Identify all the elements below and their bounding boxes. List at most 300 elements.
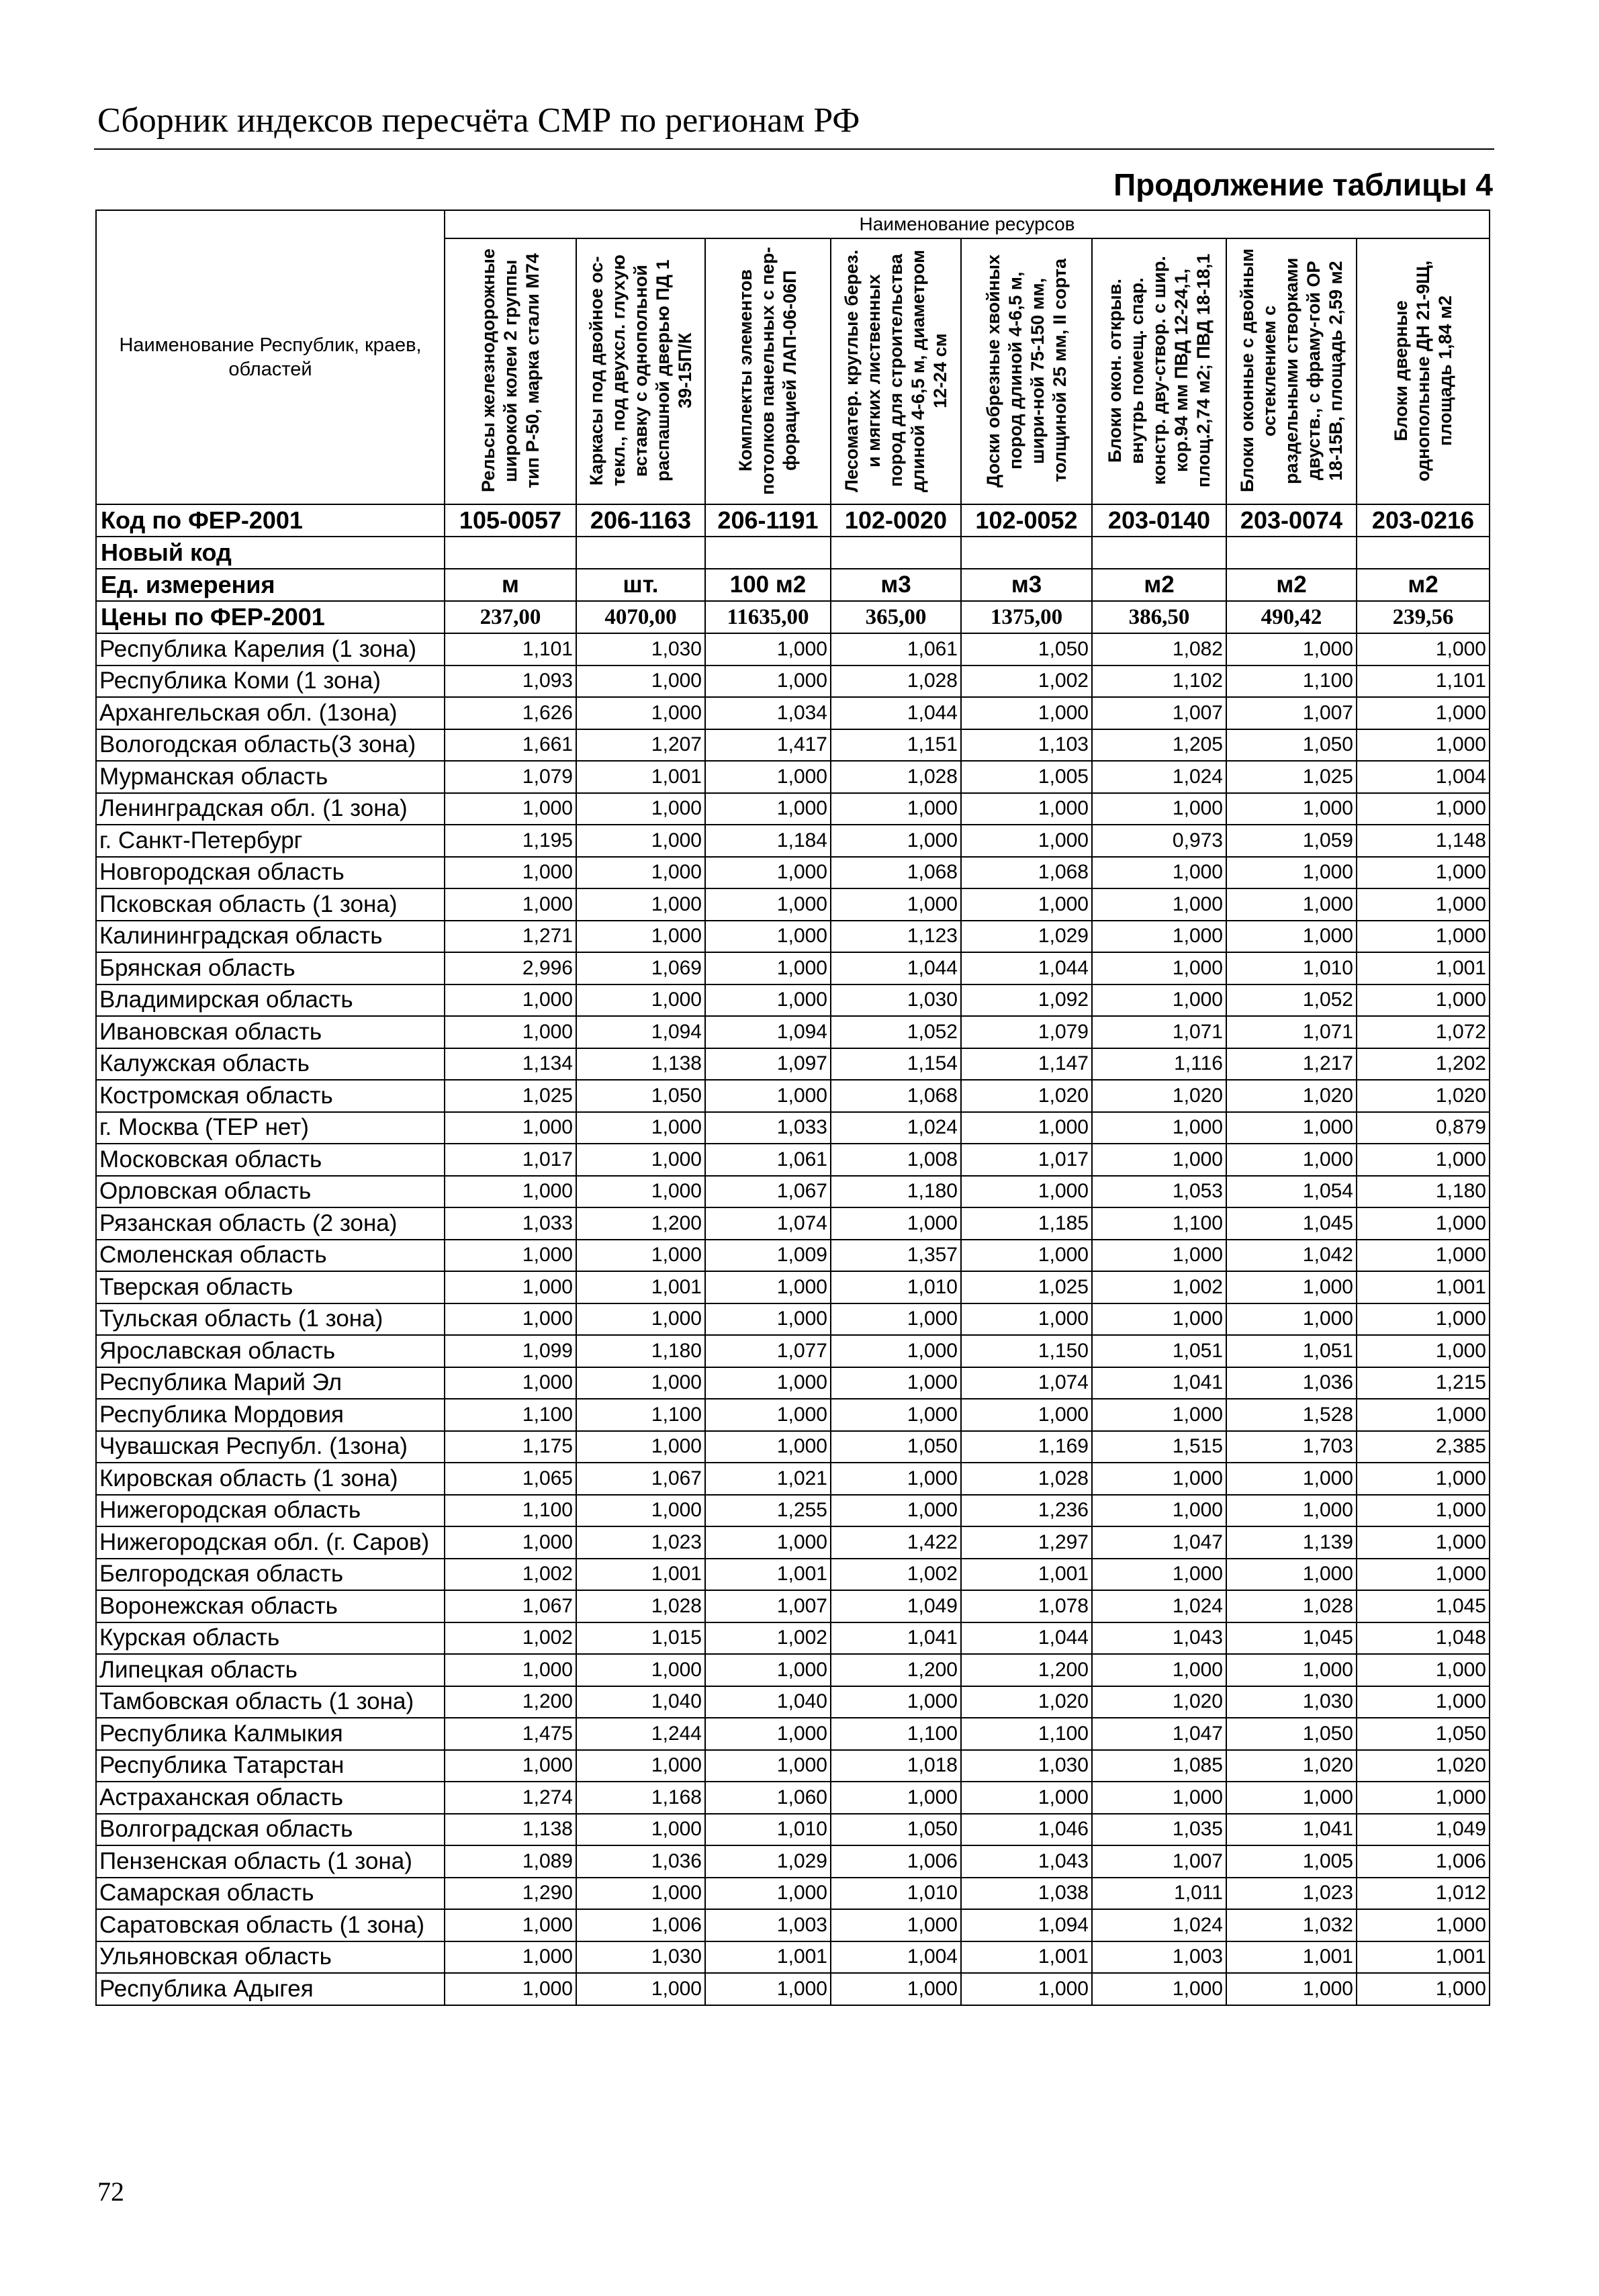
index-value: 1,000 xyxy=(1092,921,1226,953)
index-value: 1,000 xyxy=(831,1909,961,1941)
index-value: 1,050 xyxy=(961,633,1092,665)
index-value: 1,024 xyxy=(831,1112,961,1144)
index-value: 1,028 xyxy=(831,665,961,698)
index-value: 1,030 xyxy=(576,633,705,665)
index-value: 1,000 xyxy=(1357,1909,1490,1941)
resource-name: Лесоматер. круглые берез. и мягких лиственных пород для строительства длиной 4-6,5 м, диаметром 12-24 см xyxy=(841,249,950,492)
index-value: 1,116 xyxy=(1092,1048,1226,1081)
table-row xyxy=(96,1048,1490,1081)
index-value: 1,244 xyxy=(576,1718,705,1750)
index-value: 1,200 xyxy=(576,1207,705,1240)
index-value: 1,000 xyxy=(576,1367,705,1399)
new-code-cell xyxy=(831,537,961,569)
index-value: 1,006 xyxy=(576,1909,705,1941)
region-name: Республика Адыгея xyxy=(96,1973,445,2005)
index-value: 1,001 xyxy=(961,1559,1092,1591)
index-value: 1,000 xyxy=(576,1144,705,1176)
index-value: 1,000 xyxy=(705,1718,831,1750)
index-value: 1,094 xyxy=(961,1909,1092,1941)
index-value: 1,041 xyxy=(1092,1367,1226,1399)
index-value: 1,000 xyxy=(1226,793,1357,825)
index-value: 1,078 xyxy=(961,1590,1092,1622)
resource-header-8 xyxy=(1357,238,1490,504)
region-name: Саратовская область (1 зона) xyxy=(96,1909,445,1941)
index-value: 1,000 xyxy=(831,1495,961,1527)
table-row xyxy=(96,793,1490,825)
index-value: 1,000 xyxy=(576,1431,705,1463)
index-value: 1,017 xyxy=(961,1144,1092,1176)
index-value: 1,138 xyxy=(576,1048,705,1081)
new-code-cell xyxy=(445,537,576,569)
index-value: 1,200 xyxy=(961,1654,1092,1686)
index-value: 1,000 xyxy=(1357,857,1490,889)
index-value: 1,000 xyxy=(961,825,1092,857)
index-value: 1,000 xyxy=(1357,1303,1490,1336)
index-value: 1,001 xyxy=(961,1941,1092,1974)
index-value: 1,010 xyxy=(831,1271,961,1303)
index-value: 1,053 xyxy=(1092,1176,1226,1208)
region-name: Костромская область xyxy=(96,1080,445,1112)
index-value: 1,103 xyxy=(961,729,1092,762)
index-value: 1,000 xyxy=(1226,857,1357,889)
index-value: 1,012 xyxy=(1357,1878,1490,1910)
resource-name: Блоки дверные однопольные ДН 21-9Щ, площадь 1,84 м2 xyxy=(1390,260,1455,481)
index-value: 1,020 xyxy=(1226,1080,1357,1112)
unit-label: Ед. измерения xyxy=(96,569,445,601)
table-body xyxy=(96,504,1490,2005)
table-row xyxy=(96,1399,1490,1431)
index-value: 1,001 xyxy=(1357,952,1490,984)
index-value: 1,001 xyxy=(705,1941,831,1974)
index-value: 1,002 xyxy=(445,1559,576,1591)
table-row xyxy=(96,1303,1490,1336)
index-value: 1,044 xyxy=(961,1622,1092,1655)
index-value: 1,000 xyxy=(576,1176,705,1208)
index-value: 1,001 xyxy=(1357,1271,1490,1303)
index-value: 1,000 xyxy=(705,921,831,953)
unit-row xyxy=(96,569,1490,601)
index-value: 1,151 xyxy=(831,729,961,762)
resource-name: Доски обрезные хвойных пород длиной 4-6,5 м, шири-ной 75-150 мм, толщиной 25 мм, II сорта xyxy=(983,254,1070,488)
index-value: 1,049 xyxy=(1357,1814,1490,1846)
index-value: 1,002 xyxy=(961,665,1092,698)
index-value: 1,000 xyxy=(445,1526,576,1559)
index-value: 1,068 xyxy=(961,857,1092,889)
region-name: Брянская область xyxy=(96,952,445,984)
index-value: 1,000 xyxy=(576,825,705,857)
index-value: 1,134 xyxy=(445,1048,576,1081)
resource-header-5 xyxy=(961,238,1092,504)
index-value: 1,044 xyxy=(961,952,1092,984)
table-row xyxy=(96,1016,1490,1048)
table-row xyxy=(96,1782,1490,1814)
region-name: Нижегородская область xyxy=(96,1495,445,1527)
index-value: 1,000 xyxy=(1226,633,1357,665)
index-value: 1,000 xyxy=(1357,1526,1490,1559)
index-value: 1,000 xyxy=(445,984,576,1017)
index-value: 1,000 xyxy=(1357,633,1490,665)
index-value: 1,147 xyxy=(961,1048,1092,1081)
index-value: 1,068 xyxy=(831,1080,961,1112)
index-value: 1,255 xyxy=(705,1495,831,1527)
new-code-cell xyxy=(705,537,831,569)
index-value: 1,000 xyxy=(1092,857,1226,889)
index-value: 1,020 xyxy=(1092,1686,1226,1718)
index-value: 1,000 xyxy=(1092,1654,1226,1686)
index-value: 1,000 xyxy=(576,1878,705,1910)
index-value: 1,046 xyxy=(961,1814,1092,1846)
index-value: 1,000 xyxy=(445,1973,576,2005)
region-name: Орловская область xyxy=(96,1176,445,1208)
index-value: 1,003 xyxy=(1092,1941,1226,1974)
index-value: 1,000 xyxy=(1226,1144,1357,1176)
table-row xyxy=(96,633,1490,665)
index-value: 1,148 xyxy=(1357,825,1490,857)
index-value: 1,007 xyxy=(705,1590,831,1622)
price-cell: 239,56 xyxy=(1357,601,1490,633)
index-value: 1,000 xyxy=(1357,1207,1490,1240)
index-value: 1,079 xyxy=(445,761,576,793)
index-value: 1,274 xyxy=(445,1782,576,1814)
index-value: 1,000 xyxy=(831,1303,961,1336)
index-value: 2,385 xyxy=(1357,1431,1490,1463)
index-value: 1,000 xyxy=(831,1367,961,1399)
index-value: 1,029 xyxy=(961,921,1092,953)
region-name: Республика Татарстан xyxy=(96,1750,445,1782)
index-value: 1,000 xyxy=(831,1399,961,1431)
index-value: 1,000 xyxy=(831,1782,961,1814)
index-value: 1,002 xyxy=(705,1622,831,1655)
region-name: Чувашская Республ. (1зона) xyxy=(96,1431,445,1463)
index-value: 1,006 xyxy=(831,1845,961,1878)
region-name: Республика Мордовия xyxy=(96,1399,445,1431)
table-row xyxy=(96,1207,1490,1240)
index-value: 1,002 xyxy=(1092,1271,1226,1303)
index-value: 1,271 xyxy=(445,921,576,953)
resource-header-6 xyxy=(1092,238,1226,504)
index-value: 1,000 xyxy=(1092,793,1226,825)
table-row xyxy=(96,888,1490,921)
table-row xyxy=(96,1973,1490,2005)
index-value: 1,032 xyxy=(1226,1909,1357,1941)
index-value: 1,138 xyxy=(445,1814,576,1846)
table-row xyxy=(96,1112,1490,1144)
index-value: 1,000 xyxy=(576,1112,705,1144)
price-cell: 237,00 xyxy=(445,601,576,633)
index-value: 1,217 xyxy=(1226,1048,1357,1081)
index-value: 1,000 xyxy=(1092,1495,1226,1527)
new-code-cell xyxy=(576,537,705,569)
index-value: 1,000 xyxy=(1226,1463,1357,1495)
index-value: 1,001 xyxy=(576,761,705,793)
index-value: 1,207 xyxy=(576,729,705,762)
index-value: 1,029 xyxy=(705,1845,831,1878)
index-value: 1,000 xyxy=(705,888,831,921)
index-value: 1,001 xyxy=(705,1559,831,1591)
index-value: 1,215 xyxy=(1357,1367,1490,1399)
index-value: 1,050 xyxy=(1357,1718,1490,1750)
table-row xyxy=(96,1463,1490,1495)
index-value: 1,000 xyxy=(705,984,831,1017)
fer-code: 105-0057 xyxy=(445,504,576,537)
index-value: 1,000 xyxy=(831,1335,961,1367)
index-value: 1,000 xyxy=(1092,1973,1226,2005)
region-name: Тверская область xyxy=(96,1271,445,1303)
index-value: 1,041 xyxy=(831,1622,961,1655)
index-value: 1,000 xyxy=(1357,1973,1490,2005)
index-value: 1,033 xyxy=(445,1207,576,1240)
header-rule xyxy=(94,148,1494,150)
index-value: 1,000 xyxy=(576,793,705,825)
index-value: 1,000 xyxy=(1092,1144,1226,1176)
index-value: 1,357 xyxy=(831,1240,961,1272)
index-value: 1,000 xyxy=(1357,1654,1490,1686)
table-row xyxy=(96,1176,1490,1208)
index-value: 1,000 xyxy=(1357,1559,1490,1591)
region-name: г. Санкт-Петербург xyxy=(96,825,445,857)
index-value: 1,023 xyxy=(576,1526,705,1559)
index-value: 1,000 xyxy=(1357,921,1490,953)
table-row xyxy=(96,1271,1490,1303)
index-value: 1,043 xyxy=(961,1845,1092,1878)
unit-cell: м xyxy=(445,569,576,601)
index-value: 1,040 xyxy=(576,1686,705,1718)
table-row xyxy=(96,1144,1490,1176)
index-value: 1,020 xyxy=(1357,1080,1490,1112)
index-value: 1,101 xyxy=(445,633,576,665)
index-value: 1,067 xyxy=(445,1590,576,1622)
index-value: 1,009 xyxy=(705,1240,831,1272)
index-value: 1,000 xyxy=(705,1399,831,1431)
index-value: 1,000 xyxy=(961,1240,1092,1272)
index-value: 1,000 xyxy=(1357,1240,1490,1272)
index-value: 1,007 xyxy=(1092,697,1226,729)
index-value: 1,000 xyxy=(1357,697,1490,729)
index-value: 1,000 xyxy=(831,793,961,825)
region-column-header: Наименование Республик, краев, областей xyxy=(96,210,445,504)
index-table xyxy=(95,210,1490,2006)
table-row xyxy=(96,1718,1490,1750)
index-value: 1,000 xyxy=(576,888,705,921)
index-value: 1,060 xyxy=(705,1782,831,1814)
index-value: 1,000 xyxy=(705,1973,831,2005)
table-row xyxy=(96,1878,1490,1910)
price-cell: 365,00 xyxy=(831,601,961,633)
resource-name: Каркасы под двойное ос-текл., под двухсл. глухую вставку с однопольной распашной дверью ПД 1 39-15П/К xyxy=(586,255,695,487)
index-value: 1,100 xyxy=(576,1399,705,1431)
index-value: 1,175 xyxy=(445,1431,576,1463)
index-value: 1,085 xyxy=(1092,1750,1226,1782)
index-value: 1,001 xyxy=(576,1559,705,1591)
region-name: Ивановская область xyxy=(96,1016,445,1048)
index-value: 1,000 xyxy=(1226,888,1357,921)
index-value: 1,042 xyxy=(1226,1240,1357,1272)
table-row xyxy=(96,825,1490,857)
index-value: 1,000 xyxy=(576,665,705,698)
index-value: 1,071 xyxy=(1092,1016,1226,1048)
index-value: 1,023 xyxy=(1226,1878,1357,1910)
table-row xyxy=(96,1590,1490,1622)
index-value: 1,052 xyxy=(1226,984,1357,1017)
index-value: 1,099 xyxy=(445,1335,576,1367)
table-row xyxy=(96,761,1490,793)
index-value: 1,100 xyxy=(1226,665,1357,698)
region-name: Тамбовская область (1 зона) xyxy=(96,1686,445,1718)
index-value: 1,025 xyxy=(1226,761,1357,793)
index-value: 1,184 xyxy=(705,825,831,857)
unit-cell: м2 xyxy=(1092,569,1226,601)
resource-header-3 xyxy=(705,238,831,504)
index-value: 1,000 xyxy=(445,1016,576,1048)
fer-code: 203-0216 xyxy=(1357,504,1490,537)
index-value: 1,045 xyxy=(1226,1207,1357,1240)
unit-cell: м3 xyxy=(961,569,1092,601)
index-value: 1,065 xyxy=(445,1463,576,1495)
index-value: 1,000 xyxy=(1357,729,1490,762)
index-value: 1,000 xyxy=(1226,1112,1357,1144)
index-value: 1,003 xyxy=(705,1909,831,1941)
index-value: 1,000 xyxy=(961,697,1092,729)
index-value: 1,011 xyxy=(1092,1878,1226,1910)
index-value: 1,000 xyxy=(1357,1144,1490,1176)
index-value: 1,001 xyxy=(1226,1941,1357,1974)
new-code-cell xyxy=(1092,537,1226,569)
index-value: 1,001 xyxy=(1357,1941,1490,1974)
index-value: 1,100 xyxy=(445,1495,576,1527)
index-value: 1,000 xyxy=(445,1909,576,1941)
table-row xyxy=(96,1845,1490,1878)
index-value: 1,102 xyxy=(1092,665,1226,698)
index-value: 1,030 xyxy=(576,1941,705,1974)
index-value: 1,154 xyxy=(831,1048,961,1081)
index-value: 1,139 xyxy=(1226,1526,1357,1559)
index-value: 1,180 xyxy=(831,1176,961,1208)
fer-code: 102-0052 xyxy=(961,504,1092,537)
index-value: 1,020 xyxy=(961,1080,1092,1112)
resource-name: Комплекты элементов потолков панельных с пер-форацией ЛАП-06-06П xyxy=(735,246,800,495)
table-row xyxy=(96,1814,1490,1846)
index-value: 1,050 xyxy=(831,1814,961,1846)
index-value: 1,049 xyxy=(831,1590,961,1622)
region-name: Республика Калмыкия xyxy=(96,1718,445,1750)
unit-cell: 100 м2 xyxy=(705,569,831,601)
index-value: 1,050 xyxy=(576,1080,705,1112)
price-cell: 11635,00 xyxy=(705,601,831,633)
region-name: Владимирская область xyxy=(96,984,445,1017)
index-value: 1,069 xyxy=(576,952,705,984)
index-value: 1,047 xyxy=(1092,1718,1226,1750)
index-value: 1,000 xyxy=(705,952,831,984)
index-value: 1,000 xyxy=(961,1303,1092,1336)
index-value: 1,000 xyxy=(1226,921,1357,953)
index-value: 1,000 xyxy=(961,888,1092,921)
index-value: 1,038 xyxy=(961,1878,1092,1910)
index-value: 1,043 xyxy=(1092,1622,1226,1655)
region-name: Калининградская область xyxy=(96,921,445,953)
index-value: 1,000 xyxy=(1357,1495,1490,1527)
index-value: 1,180 xyxy=(1357,1176,1490,1208)
index-value: 1,100 xyxy=(1092,1207,1226,1240)
index-value: 1,000 xyxy=(576,1750,705,1782)
region-name: Белгородская область xyxy=(96,1559,445,1591)
region-name: Рязанская область (2 зона) xyxy=(96,1207,445,1240)
index-value: 1,050 xyxy=(1226,1718,1357,1750)
index-value: 1,000 xyxy=(1092,1112,1226,1144)
index-value: 1,094 xyxy=(705,1016,831,1048)
index-value: 1,001 xyxy=(576,1271,705,1303)
index-value: 1,018 xyxy=(831,1750,961,1782)
index-value: 1,094 xyxy=(576,1016,705,1048)
index-value: 1,035 xyxy=(1092,1814,1226,1846)
index-value: 1,475 xyxy=(445,1718,576,1750)
index-value: 1,005 xyxy=(1226,1845,1357,1878)
index-value: 1,004 xyxy=(831,1941,961,1974)
index-value: 1,000 xyxy=(1357,1782,1490,1814)
index-value: 1,000 xyxy=(705,665,831,698)
index-value: 1,000 xyxy=(445,1750,576,1782)
index-value: 1,000 xyxy=(705,1654,831,1686)
region-name: Астраханская область xyxy=(96,1782,445,1814)
index-value: 1,033 xyxy=(705,1112,831,1144)
index-value: 1,000 xyxy=(831,1463,961,1495)
region-name: Ярославская область xyxy=(96,1335,445,1367)
index-value: 1,010 xyxy=(705,1814,831,1846)
index-value: 1,000 xyxy=(445,1941,576,1974)
index-value: 1,020 xyxy=(1357,1750,1490,1782)
index-value: 1,000 xyxy=(576,1973,705,2005)
index-value: 1,047 xyxy=(1092,1526,1226,1559)
index-value: 1,079 xyxy=(961,1016,1092,1048)
index-value: 1,017 xyxy=(445,1144,576,1176)
new-code-row xyxy=(96,537,1490,569)
index-value: 1,000 xyxy=(1357,793,1490,825)
index-value: 1,000 xyxy=(1092,1399,1226,1431)
index-value: 1,000 xyxy=(705,1878,831,1910)
index-value: 1,000 xyxy=(961,1973,1092,2005)
index-value: 1,067 xyxy=(705,1176,831,1208)
unit-cell: м2 xyxy=(1357,569,1490,601)
table-row xyxy=(96,984,1490,1017)
index-value: 1,000 xyxy=(1357,1335,1490,1367)
resource-header-4 xyxy=(831,238,961,504)
fer-code: 102-0020 xyxy=(831,504,961,537)
price-cell: 1375,00 xyxy=(961,601,1092,633)
index-value: 1,067 xyxy=(576,1463,705,1495)
table-row xyxy=(96,665,1490,698)
index-value: 1,074 xyxy=(705,1207,831,1240)
index-value: 1,002 xyxy=(831,1559,961,1591)
index-value: 1,000 xyxy=(705,1431,831,1463)
index-value: 1,000 xyxy=(445,1176,576,1208)
index-value: 1,025 xyxy=(445,1080,576,1112)
region-name: Ульяновская область xyxy=(96,1941,445,1974)
table-row xyxy=(96,697,1490,729)
resource-header-1 xyxy=(445,238,576,504)
index-value: 1,100 xyxy=(445,1399,576,1431)
index-value: 1,045 xyxy=(1226,1622,1357,1655)
running-title: Сборник индексов пересчёта СМР по регионам РФ xyxy=(97,101,860,140)
index-value: 1,168 xyxy=(576,1782,705,1814)
index-value: 1,123 xyxy=(831,921,961,953)
index-value: 1,000 xyxy=(1226,1271,1357,1303)
table-row xyxy=(96,1941,1490,1974)
index-value: 1,180 xyxy=(576,1335,705,1367)
index-value: 1,000 xyxy=(445,857,576,889)
index-value: 1,000 xyxy=(705,633,831,665)
region-name: Псковская область (1 зона) xyxy=(96,888,445,921)
index-value: 1,000 xyxy=(705,1526,831,1559)
region-name: Калужская область xyxy=(96,1048,445,1081)
